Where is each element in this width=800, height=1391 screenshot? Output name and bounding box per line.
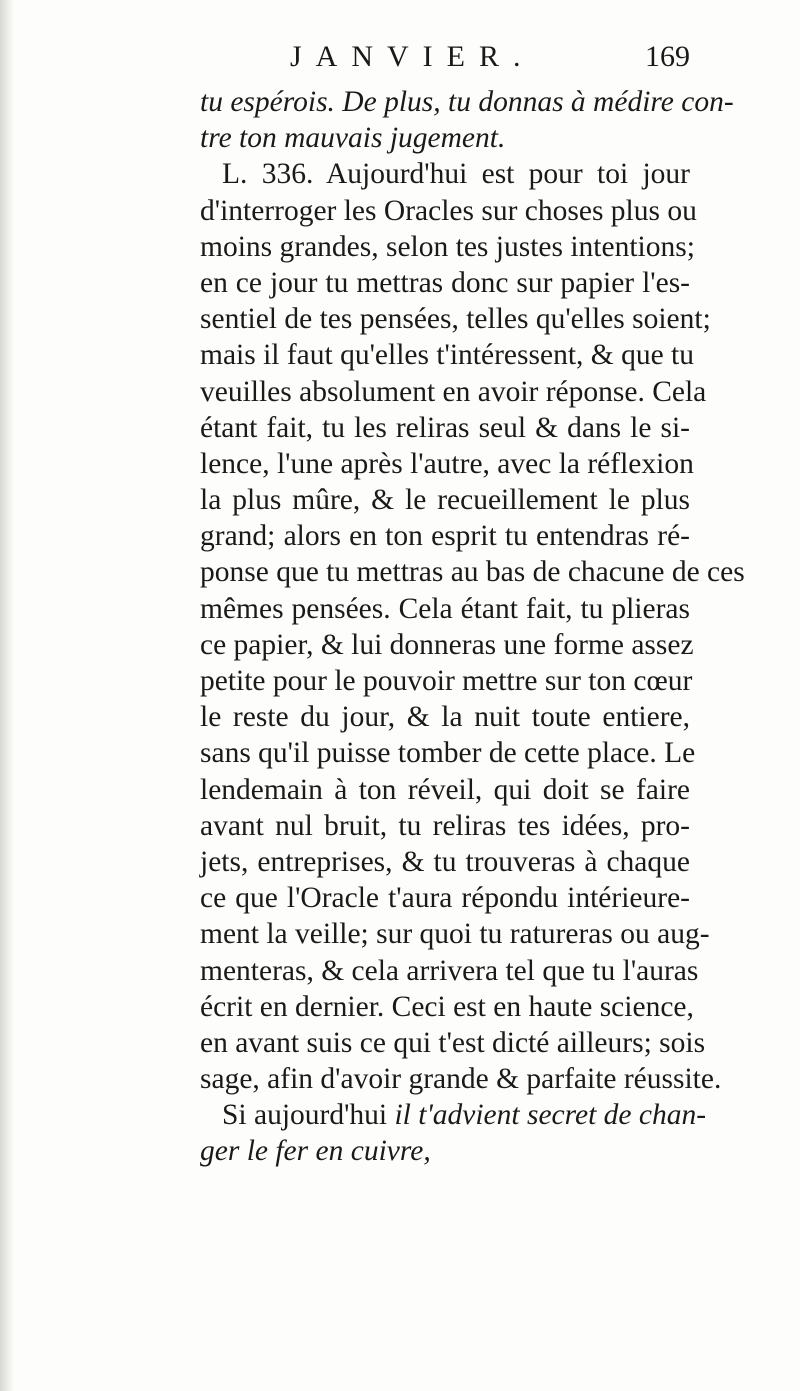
text-line: L. 336. Aujourd'hui est pour toi jour xyxy=(222,158,690,191)
text-line: le reste du jour, & la nuit toute entiere, xyxy=(200,701,690,734)
text-line: ger le fer en cuivre, xyxy=(200,1135,431,1168)
text-line: sans qu'il puisse tomber de cette place. Le xyxy=(200,737,696,770)
text-line: étant fait, tu les reliras seul & dans le si- xyxy=(200,411,690,444)
text-line: en avant suis ce qui t'est dicté ailleurs; sois xyxy=(200,1026,706,1059)
text-line-italic-part: il t'advient secret de chan- xyxy=(394,1099,707,1132)
text-line: ponse que tu mettras au bas de chacune de ces xyxy=(200,556,745,589)
text-line: la plus mûre, & le recueillement le plus xyxy=(200,484,690,517)
text-line: sentiel de tes pensées, telles qu'elles soient; xyxy=(200,303,711,336)
text-line: ce que l'Oracle t'aura répondu intérieure- xyxy=(200,882,690,915)
text-line: ce papier, & lui donneras une forme assez xyxy=(200,628,694,661)
text-line: jets, entreprises, & tu trouveras à chaque xyxy=(200,845,690,878)
text-line: ment la veille; sur quoi tu ratureras ou aug- xyxy=(200,918,710,951)
text-line: moins grandes, selon tes justes intentions; xyxy=(200,230,695,263)
text-line: tre ton mauvais jugement. xyxy=(200,122,506,155)
page-header xyxy=(290,40,690,80)
page-binding-shadow xyxy=(0,0,14,1391)
page-number: 169 xyxy=(645,40,690,73)
text-line: en ce jour tu mettras donc sur papier l'es- xyxy=(200,266,690,299)
running-title: JANVIER. xyxy=(290,40,535,73)
text-line: mêmes pensées. Cela étant fait, tu plieras xyxy=(200,592,690,625)
text-line: d'interroger les Oracles sur choses plus ou xyxy=(200,194,697,227)
text-line: mais il faut qu'elles t'intéressent, & que tu xyxy=(200,339,694,372)
text-line: lence, l'une après l'autre, avec la réflexion xyxy=(200,447,694,480)
text-line: menteras, & cela arrivera tel que tu l'auras xyxy=(200,954,699,987)
text-line: grand; alors en ton esprit tu entendras ré- xyxy=(200,520,690,553)
body-text xyxy=(200,84,745,1170)
text-line: sage, afin d'avoir grande & parfaite réussite. xyxy=(200,1063,722,1096)
text-line-plain-part: Si aujourd'hui xyxy=(222,1099,395,1132)
text-line: tu espérois. De plus, tu donnas à médire con- xyxy=(200,86,734,118)
text-line: veuilles absolument en avoir réponse. Cela xyxy=(200,375,707,408)
text-line: petite pour le pouvoir mettre sur ton cœur xyxy=(200,665,693,697)
text-line: lendemain à ton réveil, qui doit se faire xyxy=(200,773,690,806)
text-line: écrit en dernier. Ceci est en haute science, xyxy=(200,990,694,1023)
text-line xyxy=(200,1097,707,1133)
text-line: avant nul bruit, tu reliras tes idées, pro- xyxy=(200,809,690,842)
